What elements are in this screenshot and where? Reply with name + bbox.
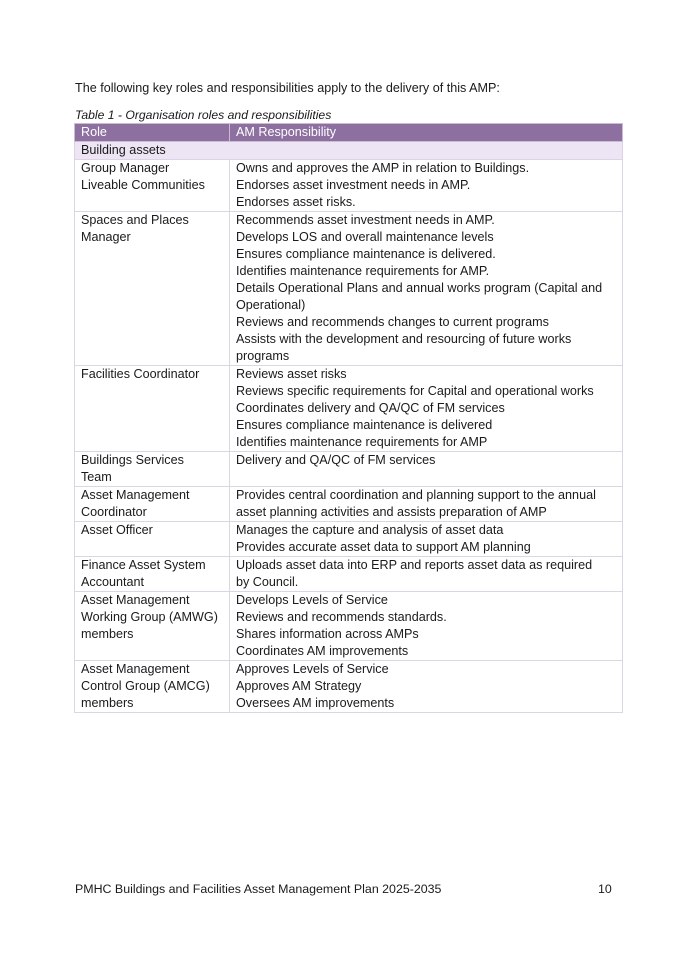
- role-cell: [75, 366, 230, 452]
- table-row: [75, 452, 623, 487]
- responsibility-cell: [230, 366, 623, 452]
- role-text: Team: [81, 470, 112, 484]
- role-text: Asset Management: [81, 488, 190, 502]
- table-row: [75, 557, 623, 592]
- responsibility-text: Ensures compliance maintenance is delivered: [236, 418, 493, 432]
- responsibility-text: Endorses asset risks.: [236, 195, 356, 209]
- role-cell: [75, 661, 230, 713]
- role-text: Coordinator: [81, 505, 147, 519]
- responsibility-text: Approves Levels of Service: [236, 662, 389, 676]
- role-text: Asset Officer: [81, 523, 153, 537]
- table-row: [75, 487, 623, 522]
- role-text: Finance Asset System: [81, 558, 206, 572]
- role-cell: [75, 592, 230, 661]
- responsibility-text: Operational): [236, 298, 306, 312]
- responsibility-text: by Council.: [236, 575, 299, 589]
- role-text: Asset Management: [81, 662, 190, 676]
- responsibility-text: Owns and approves the AMP in relation to Buildings.: [236, 161, 530, 175]
- role-cell: [75, 212, 230, 366]
- responsibility-text: Endorses asset investment needs in AMP.: [236, 178, 471, 192]
- role-text: members: [81, 627, 134, 641]
- table-row: [75, 212, 623, 366]
- footer-title: PMHC Buildings and Facilities Asset Management Plan 2025-2035: [75, 882, 442, 896]
- role-text: Manager: [81, 230, 131, 244]
- responsibility-text: Ensures compliance maintenance is delivered.: [236, 247, 496, 261]
- responsibility-text: Reviews asset risks: [236, 367, 347, 381]
- role-text: Liveable Communities: [81, 178, 205, 192]
- role-cell: [75, 522, 230, 557]
- role-cell: [75, 557, 230, 592]
- responsibility-cell: [230, 592, 623, 661]
- role-text: Facilities Coordinator: [81, 367, 200, 381]
- roles-table: [74, 123, 623, 713]
- role-cell: [75, 452, 230, 487]
- responsibility-cell: [230, 487, 623, 522]
- responsibility-text: Assists with the development and resourcing of future works: [236, 332, 572, 346]
- table-row: [75, 522, 623, 557]
- role-text: members: [81, 696, 134, 710]
- page-number: 10: [598, 882, 612, 896]
- responsibility-text: Approves AM Strategy: [236, 679, 362, 693]
- responsibility-text: Reviews and recommends changes to current programs: [236, 315, 549, 329]
- table-header-row: [75, 124, 623, 142]
- role-cell: [75, 160, 230, 212]
- responsibility-text: Oversees AM improvements: [236, 696, 395, 710]
- role-text: Asset Management: [81, 593, 190, 607]
- responsibility-cell: [230, 661, 623, 713]
- responsibility-text: Reviews specific requirements for Capital and operational works: [236, 384, 594, 398]
- responsibility-text: Develops Levels of Service: [236, 593, 388, 607]
- responsibility-text: Coordinates AM improvements: [236, 644, 409, 658]
- table-row: [75, 592, 623, 661]
- responsibility-cell: [230, 160, 623, 212]
- role-text: Control Group (AMCG): [81, 679, 210, 693]
- intro-paragraph: The following key roles and responsibilities apply to the delivery of this AMP:: [75, 81, 500, 95]
- responsibility-text: Reviews and recommends standards.: [236, 610, 447, 624]
- section-row: [75, 142, 623, 160]
- table-row: [75, 160, 623, 212]
- role-text: Working Group (AMWG): [81, 610, 218, 624]
- responsibility-cell: [230, 557, 623, 592]
- table-row: [75, 366, 623, 452]
- responsibility-text: programs: [236, 349, 290, 363]
- responsibility-text: Provides accurate asset data to support AM planning: [236, 540, 531, 554]
- column-header-responsibility: AM Responsibility: [230, 124, 623, 142]
- responsibility-text: Uploads asset data into ERP and reports asset data as required: [236, 558, 593, 572]
- table-row: [75, 661, 623, 713]
- role-text: Group Manager: [81, 161, 170, 175]
- section-label: Building assets: [75, 142, 623, 160]
- responsibility-text: Identifies maintenance requirements for AMP.: [236, 264, 490, 278]
- responsibility-text: Provides central coordination and planning support to the annual: [236, 488, 596, 502]
- role-text: Spaces and Places: [81, 213, 189, 227]
- responsibility-text: Delivery and QA/QC of FM services: [236, 453, 436, 467]
- responsibility-cell: [230, 452, 623, 487]
- responsibility-text: Develops LOS and overall maintenance levels: [236, 230, 494, 244]
- responsibility-cell: [230, 212, 623, 366]
- role-text: Buildings Services: [81, 453, 184, 467]
- column-header-role: Role: [75, 124, 230, 142]
- responsibility-cell: [230, 522, 623, 557]
- responsibility-text: Recommends asset investment needs in AMP.: [236, 213, 495, 227]
- responsibility-text: Details Operational Plans and annual works program (Capital and: [236, 281, 603, 295]
- role-cell: [75, 487, 230, 522]
- responsibility-text: Coordinates delivery and QA/QC of FM services: [236, 401, 505, 415]
- role-text: Accountant: [81, 575, 145, 589]
- responsibility-text: Shares information across AMPs: [236, 627, 419, 641]
- responsibility-text: Identifies maintenance requirements for AMP: [236, 435, 488, 449]
- responsibility-text: Manages the capture and analysis of asset data: [236, 523, 504, 537]
- responsibility-text: asset planning activities and assists preparation of AMP: [236, 505, 547, 519]
- table-caption: Table 1 - Organisation roles and responsibilities: [75, 108, 332, 122]
